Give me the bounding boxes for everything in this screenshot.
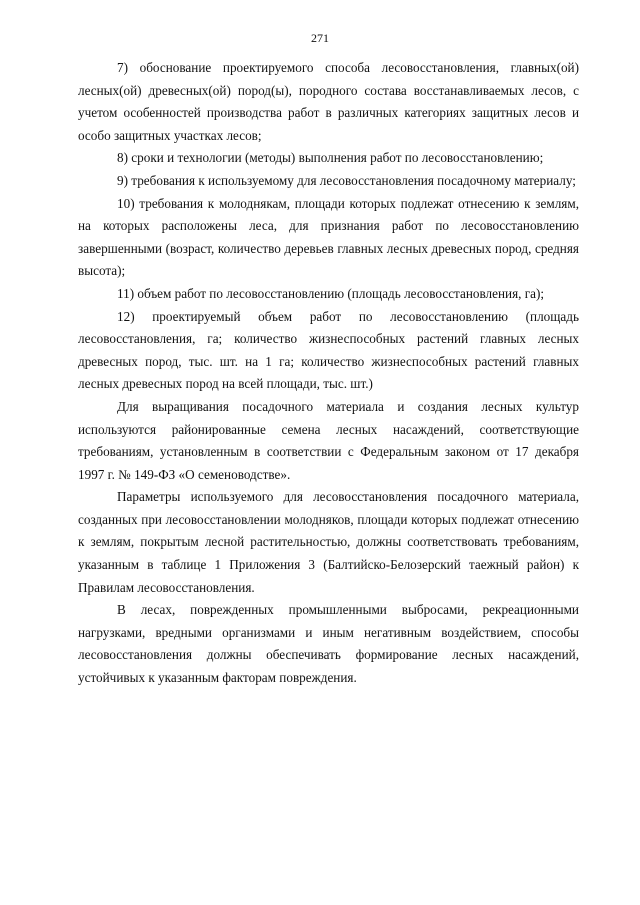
paragraph-seed-material: Для выращивания посадочного материала и создания лесных культур используются районированные семена лесных насаждений, соответствующие требованиям, установленным в соответствии с Федеральным законом от 17 декабря 1997 г. № 149-ФЗ «О семеноводстве».: [78, 398, 579, 482]
paragraph-item-8: 8) сроки и технологии (методы) выполнения работ по лесовосстановлению;: [117, 150, 544, 166]
paragraph-item-9: 9) требования к используемому для лесовосстановления посадочному материалу;: [117, 172, 576, 188]
paragraph-item-12: 12) проектируемый объем работ по лесовосстановлению (площадь лесовосстановления, га; количество жизнеспособных растений главных лесных древесных пород, тыс. шт. на 1 га; количество жизнеспособных растений главных лесных древесных пород на всей площади, тыс. шт.): [78, 308, 579, 392]
paragraph-item-7: 7) обоснование проектируемого способа лесовосстановления, главных(ой) лесных(ой) древесных(ой) пород(ы), породного состава восстанавливаемых лесов, с учетом особенностей производства работ в различных категориях защитных лесов и особо защитных участках лесов;: [78, 60, 579, 143]
paragraph-damaged-forests: В лесах, поврежденных промышленными выбросами, рекреационными нагрузками, вредными организмами и иным негативным воздействием, способы лесовосстановления должны обеспечивать формирование лесных насаждений, устойчивых к указанным факторам повреждения.: [78, 602, 579, 686]
paragraph-item-11: 11) объем работ по лесовосстановлению (площадь лесовосстановления, га);: [117, 285, 545, 301]
paragraph-planting-parameters: Параметры используемого для лесовосстановления посадочного материала, созданных при лесовосстановлении молодняков, площади которых подлежат отнесению к землям, покрытым лесной растительностью, должны соответствовать требованиям, указанным в таблице 1 Приложения 3 (Балтийско-Белозерский таежный район) к Правилам лесовосстановления.: [78, 489, 579, 595]
page-number: 271: [311, 31, 329, 45]
document-body: [78, 57, 579, 690]
paragraph-item-10: 10) требования к молоднякам, площади которых подлежат отнесению к землям, на которых расположены леса, для признания работ по лесовосстановлению завершенными (возраст, количество деревьев главных лесных древесных пород, средняя высота);: [78, 195, 579, 279]
